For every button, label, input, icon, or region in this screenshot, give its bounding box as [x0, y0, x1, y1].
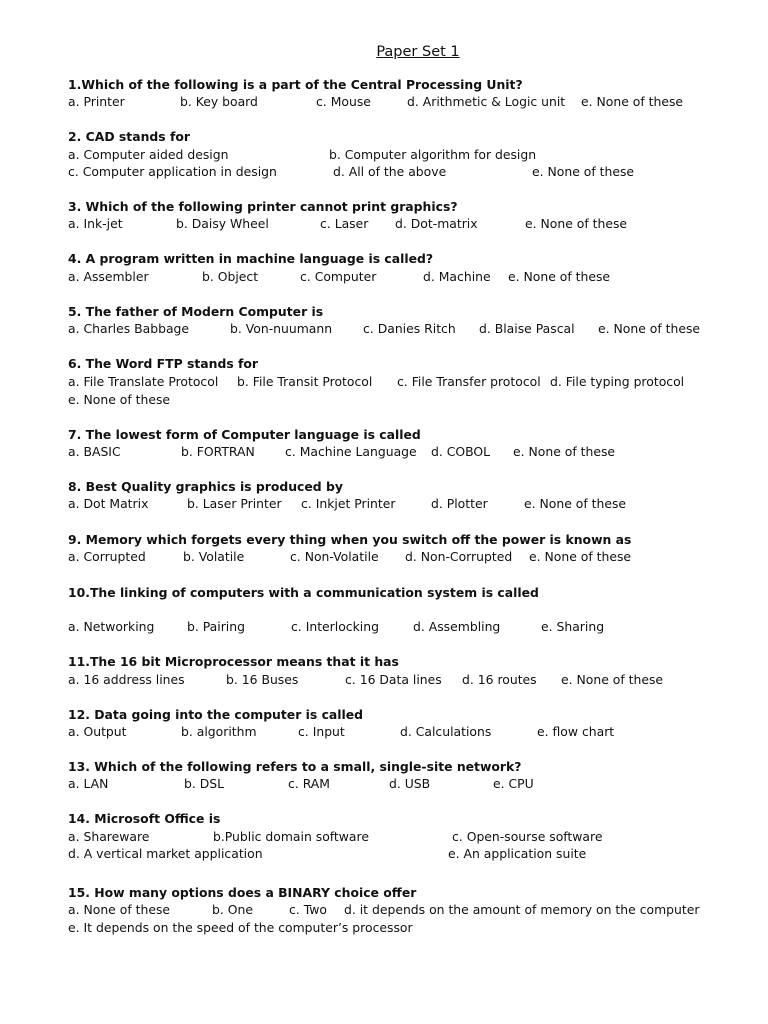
option-3e: e. None of these: [525, 216, 628, 231]
option-10d: d. Assembling: [413, 619, 501, 634]
question-2: 2. CAD stands for: [68, 129, 190, 144]
option-9b: b. Volatile: [183, 549, 245, 564]
option-11a: a. 16 address lines: [68, 672, 185, 687]
option-14d: d. A vertical market application: [68, 846, 263, 861]
option-4a: a. Assembler: [68, 269, 149, 284]
question-12: 12. Data going into the computer is called: [68, 707, 364, 722]
option-8d: d. Plotter: [431, 496, 488, 511]
question-9: 9. Memory which forgets every thing when you switch off the power is known as: [68, 532, 632, 547]
option-3c: c. Laser: [320, 216, 369, 231]
option-13d: d. USB: [389, 776, 431, 791]
option-5a: a. Charles Babbage: [68, 321, 190, 336]
option-6b: b. File Transit Protocol: [237, 374, 373, 389]
option-12c: c. Input: [298, 724, 345, 739]
option-15d: d. it depends on the amount of memory on the computer: [344, 902, 700, 917]
question-8: 8. Best Quality graphics is produced by: [68, 479, 343, 494]
option-10b: b. Pairing: [187, 619, 245, 634]
option-8b: b. Laser Printer: [187, 496, 282, 511]
page-title: Paper Set 1: [376, 44, 460, 60]
option-13c: c. RAM: [288, 776, 330, 791]
question-13: 13. Which of the following refers to a small, single-site network?: [68, 759, 522, 774]
option-14b: b.Public domain software: [213, 829, 369, 844]
option-6c: c. File Transfer protocol: [397, 374, 541, 389]
option-2c: c. Computer application in design: [68, 164, 277, 179]
option-9c: c. Non-Volatile: [290, 549, 379, 564]
option-11e: e. None of these: [561, 672, 664, 687]
option-1d: d. Arithmetic & Logic unit: [407, 94, 566, 109]
question-11: 11.The 16 bit Microprocessor means that it has: [68, 654, 399, 669]
option-7e: e. None of these: [513, 444, 616, 459]
option-15e: e. It depends on the speed of the computer’s processor: [68, 920, 413, 935]
option-5d: d. Blaise Pascal: [479, 321, 575, 336]
option-11d: d. 16 routes: [462, 672, 537, 687]
option-8a: a. Dot Matrix: [68, 496, 149, 511]
option-6e: e. None of these: [68, 392, 171, 407]
option-7b: b. FORTRAN: [181, 444, 255, 459]
option-14a: a. Shareware: [68, 829, 150, 844]
option-13e: e. CPU: [493, 776, 534, 791]
option-4e: e. None of these: [508, 269, 611, 284]
option-3b: b. Daisy Wheel: [176, 216, 269, 231]
option-1e: e. None of these: [581, 94, 684, 109]
question-10: 10.The linking of computers with a communication system is called: [68, 585, 539, 600]
option-4b: b. Object: [202, 269, 259, 284]
question-7: 7. The lowest form of Computer language is called: [68, 427, 421, 442]
question-1: 1.Which of the following is a part of the Central Processing Unit?: [68, 77, 523, 92]
option-10c: c. Interlocking: [291, 619, 379, 634]
option-12a: a. Output: [68, 724, 127, 739]
option-14c: c. Open-sourse software: [452, 829, 603, 844]
option-1b: b. Key board: [180, 94, 258, 109]
option-8e: e. None of these: [524, 496, 627, 511]
option-15c: c. Two: [289, 902, 327, 917]
option-12d: d. Calculations: [400, 724, 492, 739]
option-5c: c. Danies Ritch: [363, 321, 456, 336]
option-3a: a. Ink-jet: [68, 216, 123, 231]
option-5b: b. Von-nuumann: [230, 321, 333, 336]
question-4: 4. A program written in machine language is called?: [68, 251, 434, 266]
option-7d: d. COBOL: [431, 444, 491, 459]
option-11b: b. 16 Buses: [226, 672, 299, 687]
option-13a: a. LAN: [68, 776, 109, 791]
option-8c: c. Inkjet Printer: [301, 496, 396, 511]
option-1a: a. Printer: [68, 94, 125, 109]
option-4c: c. Computer: [300, 269, 377, 284]
question-5: 5. The father of Modern Computer is: [68, 304, 324, 319]
option-14e: e. An application suite: [448, 846, 587, 861]
option-10e: e. Sharing: [541, 619, 605, 634]
option-12b: b. algorithm: [181, 724, 257, 739]
option-3d: d. Dot-matrix: [395, 216, 478, 231]
question-3: 3. Which of the following printer cannot print graphics?: [68, 199, 458, 214]
option-2b: b. Computer algorithm for design: [329, 147, 537, 162]
option-15b: b. One: [212, 902, 253, 917]
option-2a: a. Computer aided design: [68, 147, 229, 162]
option-9a: a. Corrupted: [68, 549, 146, 564]
question-6: 6. The Word FTP stands for: [68, 356, 259, 371]
option-6a: a. File Translate Protocol: [68, 374, 219, 389]
option-10a: a. Networking: [68, 619, 155, 634]
option-15a: a. None of these: [68, 902, 171, 917]
option-7c: c. Machine Language: [285, 444, 417, 459]
option-6d: d. File typing protocol: [550, 374, 685, 389]
option-11c: c. 16 Data lines: [345, 672, 442, 687]
option-12e: e. flow chart: [537, 724, 615, 739]
option-2d: d. All of the above: [333, 164, 447, 179]
option-13b: b. DSL: [184, 776, 225, 791]
question-14: 14. Microsoft Office is: [68, 811, 221, 826]
option-4d: d. Machine: [423, 269, 491, 284]
option-7a: a. BASIC: [68, 444, 121, 459]
option-2e: e. None of these: [532, 164, 635, 179]
question-15: 15. How many options does a BINARY choice offer: [68, 885, 417, 900]
option-5e: e. None of these: [598, 321, 701, 336]
option-1c: c. Mouse: [316, 94, 371, 109]
option-9e: e. None of these: [529, 549, 632, 564]
option-9d: d. Non-Corrupted: [405, 549, 513, 564]
